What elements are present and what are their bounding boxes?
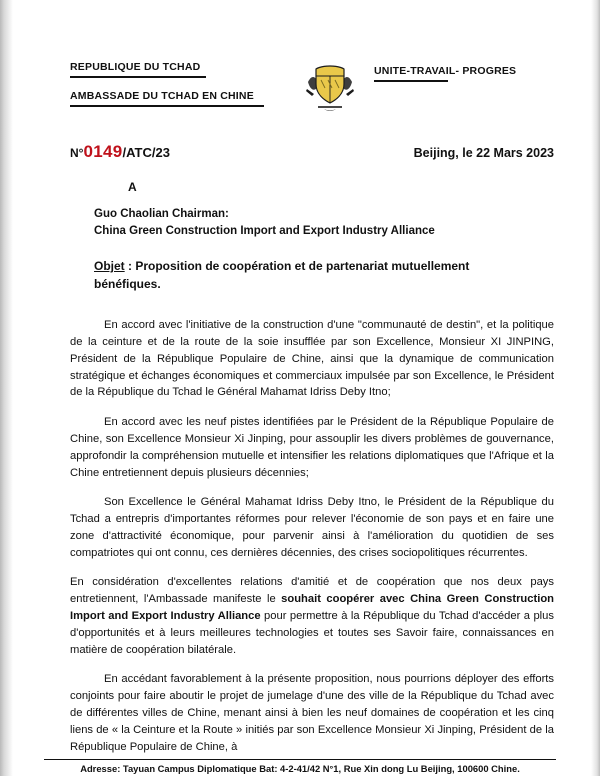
paragraph-1: En accord avec l'initiative de la construction d'une "communauté de destin", et la politique de la ceinture et de la route de la soie insufflée par son Excellence, Monsieur XI JINPING, Président de la République Populaire de Chine, ainsi que la dynamique de communication stratégique et échanges économiques et commerciaux impulsée par son Excellence, le Président de la République du Tchad le Général Mahamat Idriss Deby Itno; [70,319,554,399]
paragraph-2: En accord avec les neuf pistes identifiées par le Président de la République Populaire de Chine, son Excellence Monsieur Xi Jinping, pour assouplir les divers problèmes de gouvernance, approfondir la compréhension mutuelle et intensifier les relations diplomatiques que l'Afrique et la Chine entretiennent depuis plusieurs décennies; [70,416,554,479]
recipient-organization: China Green Construction Import and Export Industry Alliance [94,224,435,237]
reference-number [70,142,170,162]
footer-divider [44,759,556,760]
a-marker: A [128,180,137,194]
motto: UNITE-TRAVAIL- PROGRES [374,65,517,77]
letter-body [70,317,554,755]
paragraph-4-part-1: En considération d'excellentes relations d'amitié et de coopération que nos deux pays entretiennent, l'Ambassade manifeste le [70,576,554,606]
coat-of-arms-icon [304,58,356,114]
letterhead-right [374,62,554,82]
paragraph-4-part-3: pour permettre à la République du Tchad d'accéder a plus d'opportunités et à leurs meilleures technologies et toutes ses Savoir faire, connaissances en matière de coopération bilatérale. [70,610,554,656]
reference-row [70,142,554,162]
underline-rule [70,76,206,78]
subject-line [94,258,524,293]
reference-suffix: /ATC/23 [122,145,170,160]
addressee-block [94,206,554,239]
underline-rule [70,105,264,107]
paragraph-5: En accédant favorablement à la présente proposition, nous pourrions déployer des efforts conjoints pour faire aboutir le projet de jumelage d'une des ville de la République du Tchad avec de différentes villes de Chine, menant ainsi à bien les neuf domaines de coopération et les cinq liens de « la Ceinture et la Route » initiés par son Excellence Monsieur Xi Jinping, Président de la République Populaire de Chine, à [70,673,554,753]
country-name: REPUBLIQUE DU TCHAD [70,61,201,73]
recipient-name: Guo Chaolian Chairman: [94,208,229,220]
paragraph-4-emphasis: souhait coopérer avec China Green Construction Import and Export Industry Alliance [70,593,554,623]
page-footer [0,759,600,776]
letterhead [70,0,554,114]
embassy-name: AMBASSADE DU TCHAD EN CHINE [70,90,254,103]
letterhead-left [70,62,285,107]
footer-address: Adresse: Tayuan Campus Diplomatique Bat: 4-2-41/42 N°1, Rue Xin dong Lu Beijing, 100600 Chine. [80,763,520,774]
subject-text: : Proposition de coopération et de partenariat mutuellement bénéfiques. [94,259,470,291]
paragraph-3: Son Excellence le Général Mahamat Idriss Deby Itno, le Président de la République du Tchad a entrepris d'importantes réformes pour relever l'économie de son pays et en faire une zone d'attractivité économique, pour parvenir ainsi à l'amélioration du quotidien de ses compatriotes qui ont connu, ces dernières décennies, des crises sociopolitiques récurrentes. [70,496,554,559]
underline-rule [374,80,448,82]
subject-label: Objet [94,259,125,274]
paragraph-4 [70,574,554,658]
reference-value: 0149 [83,142,123,161]
reference-prefix: N° [70,146,84,160]
place-date: Beijing, le 22 Mars 2023 [413,146,554,160]
